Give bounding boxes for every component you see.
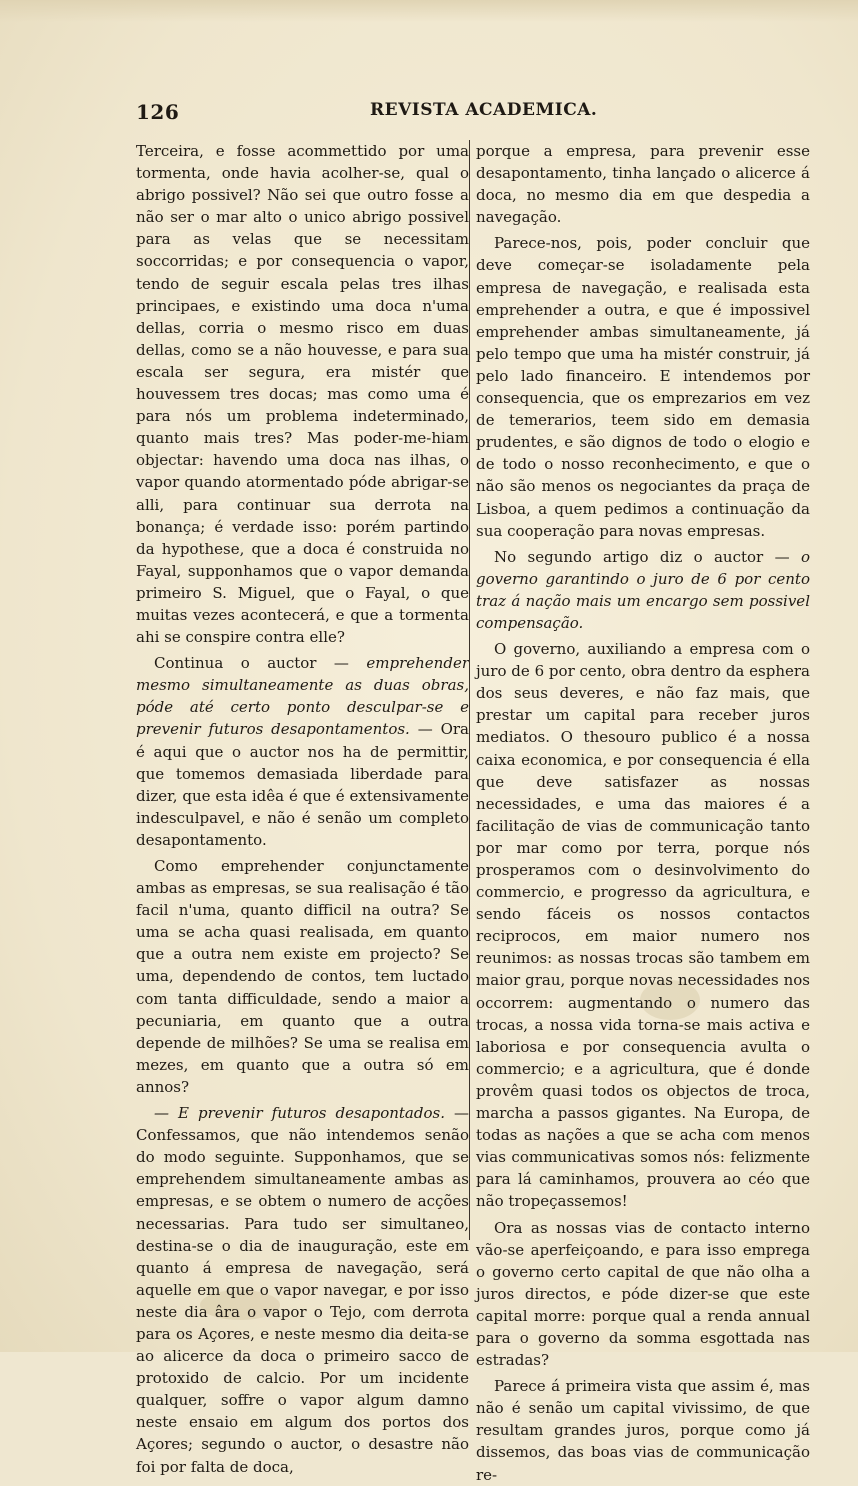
page-header [136, 100, 598, 130]
paragraph [136, 652, 469, 851]
paragraph: Como emprehender conjunctamente ambas as empresas, se sua realisação é tão facil n'uma, quanto difficil na outra? Se uma se acha quasi realisada, em quanto que a outra nem existe em projecto? Se uma, dependendo de contos, tem luctado com tanta difficuldade, sendo a maior a pecuniaria, em quanto que a outra depende de milhões? Se uma se realisa em mezes, em quanto que a outra só em annos? [136, 857, 469, 1096]
running-title: REVISTA ACADEMICA. [370, 100, 598, 120]
paragraph-text: Continua o auctor — [154, 654, 349, 673]
page-number: 126 [136, 100, 180, 124]
column-divider [469, 140, 470, 1240]
paragraph: Ora as nossas vias de contacto interno vão-se aperfeiçoando, e para isso emprega o governo certo capital de que não olha a juros directos, e póde dizer-se que este capital morre: porque qual a renda annual para o governo da somma esgottada nas estradas? [476, 1218, 810, 1370]
quotation: emprehender mesmo simultaneamente as duas obras, póde até certo ponto desculpar-se e prevenir futuros desapontamentos. [136, 654, 469, 739]
paragraph: O governo, auxiliando a empresa com o juro de 6 por cento, obra dentro da esphera dos seus deveres, e não faz mais, que prestar um capital para receber juros mediatos. O thesouro publico é a nossa caixa economica, e por consequencia é ella que deve satisfazer as nossas necessidades, e uma das maiores é a facilitação de vias de communicação tanto por mar como por terra, porque nós prosperamos com o desinvolvimento do commercio, e progresso da agricultura, e sendo fáceis os nossos contactos reciprocos, em maior numero nos reunimos: as nossas trocas são tambem em maior grau, porque novas necessidades nos occorrem: augmentando o numero das trocas, a nossa vida torna-se mais activa e laboriosa e por consequencia avulta o commercio; e a agricultura, que é donde provêm quasi todos os objectos de troca, marcha a passos gigantes. Na Europa, de todas as nações a que se acha com menos vias communicativas somos nós: felizmente para lá caminhamos, prouvera ao céo que não tropeçassemos! [476, 640, 810, 1211]
paragraph: Terceira, e fosse acommettido por uma tormenta, onde havia acolher-se, qual o abrigo possivel? Não sei que outro fosse a não ser o mar alto o unico abrigo possivel para as velas que se necessitam soccorridas; e por consequencia o vapor, tendo de seguir escala pelas tres ilhas principaes, e existindo uma doca n'uma dellas, corria o mesmo risco em duas dellas, como se a não houvesse, e para sua escala ser segura, era mistér que houvessem tres docas; mas como uma é para nós um problema indeterminado, quanto mais tres? Mas poder-me-hiam objectar: havendo uma doca nas ilhas, o vapor quando atormentado póde abrigar-se alli, para continuar sua derrota na bonança; é verdade isso: porém partindo da hypothese, que a doca é construida no Fayal, supponhamos que o vapor demanda primeiro S. Miguel, que o Fayal, o que muitas vezes acontecerá, e que a tormenta ahi se conspire contra elle? [136, 142, 469, 647]
paragraph: porque a empresa, para prevenir esse desapontamento, tinha lançado o alicerce á doca, no mesmo dia em que despedia a navegação. [476, 142, 810, 227]
paragraph-text: No segundo artigo diz o auctor — [494, 547, 790, 566]
right-column [476, 140, 810, 1486]
paragraph-text: — Ora é aqui que o auctor nos ha de permittir, que tomemos demasiada liberdade para dizer, que esta idêa é que é extensivamente indesculpavel, e não é senão um completo desapontamento. [136, 720, 469, 849]
paragraph [136, 1102, 469, 1478]
quotation: — E prevenir futuros desapontados. [154, 1104, 445, 1123]
paragraph-text: — Confessamos, que não intendemos senão do modo seguinte. Supponhamos, que se emprehendem simultaneamente ambas as empresas, e se obtem o numero de acções necessarias. Para tudo ser simultaneo, destina-se o dia de inauguração, este em quanto á empresa de navegação, será aquelle em que o vapor navegar, e por isso neste dia âra o vapor o Tejo, com derrota para os Açores, e neste mesmo dia deita-se ao alicerce da doca o primeiro sacco de protoxido de calcio. Por um incidente qualquer, soffre o vapor algum damno neste ensaio em algum dos portos dos Açores; segundo o auctor, o desastre não foi por falta de doca, [136, 1104, 469, 1476]
left-column [136, 140, 469, 1478]
paragraph: Parece-nos, pois, poder concluir que deve começar-se isoladamente pela empresa de navegação, e realisada esta emprehender a outra, e que é impossivel emprehender ambas simultaneamente, já pelo tempo que uma ha mistér construir, já pelo lado financeiro. E intendemos por consequencia, que os emprezarios em vez de temerarios, teem sido em demasia prudentes, e são dignos de todo o elogio e de todo o nosso reconhecimento, e que o não são menos os negociantes da praça de Lisboa, a quem pedimos a continuação da sua cooperação para novas empresas. [476, 234, 810, 540]
page-top-edge [0, 0, 858, 22]
paragraph: Parece á primeira vista que assim é, mas não é senão um capital vivissimo, de que resultam grandes juros, porque como já dissemos, das boas vias de communicação re- [476, 1377, 810, 1484]
paragraph [476, 546, 810, 634]
quotation: o governo garantindo o juro de 6 por cento traz á nação mais um encargo sem possivel compensação. [476, 547, 810, 632]
